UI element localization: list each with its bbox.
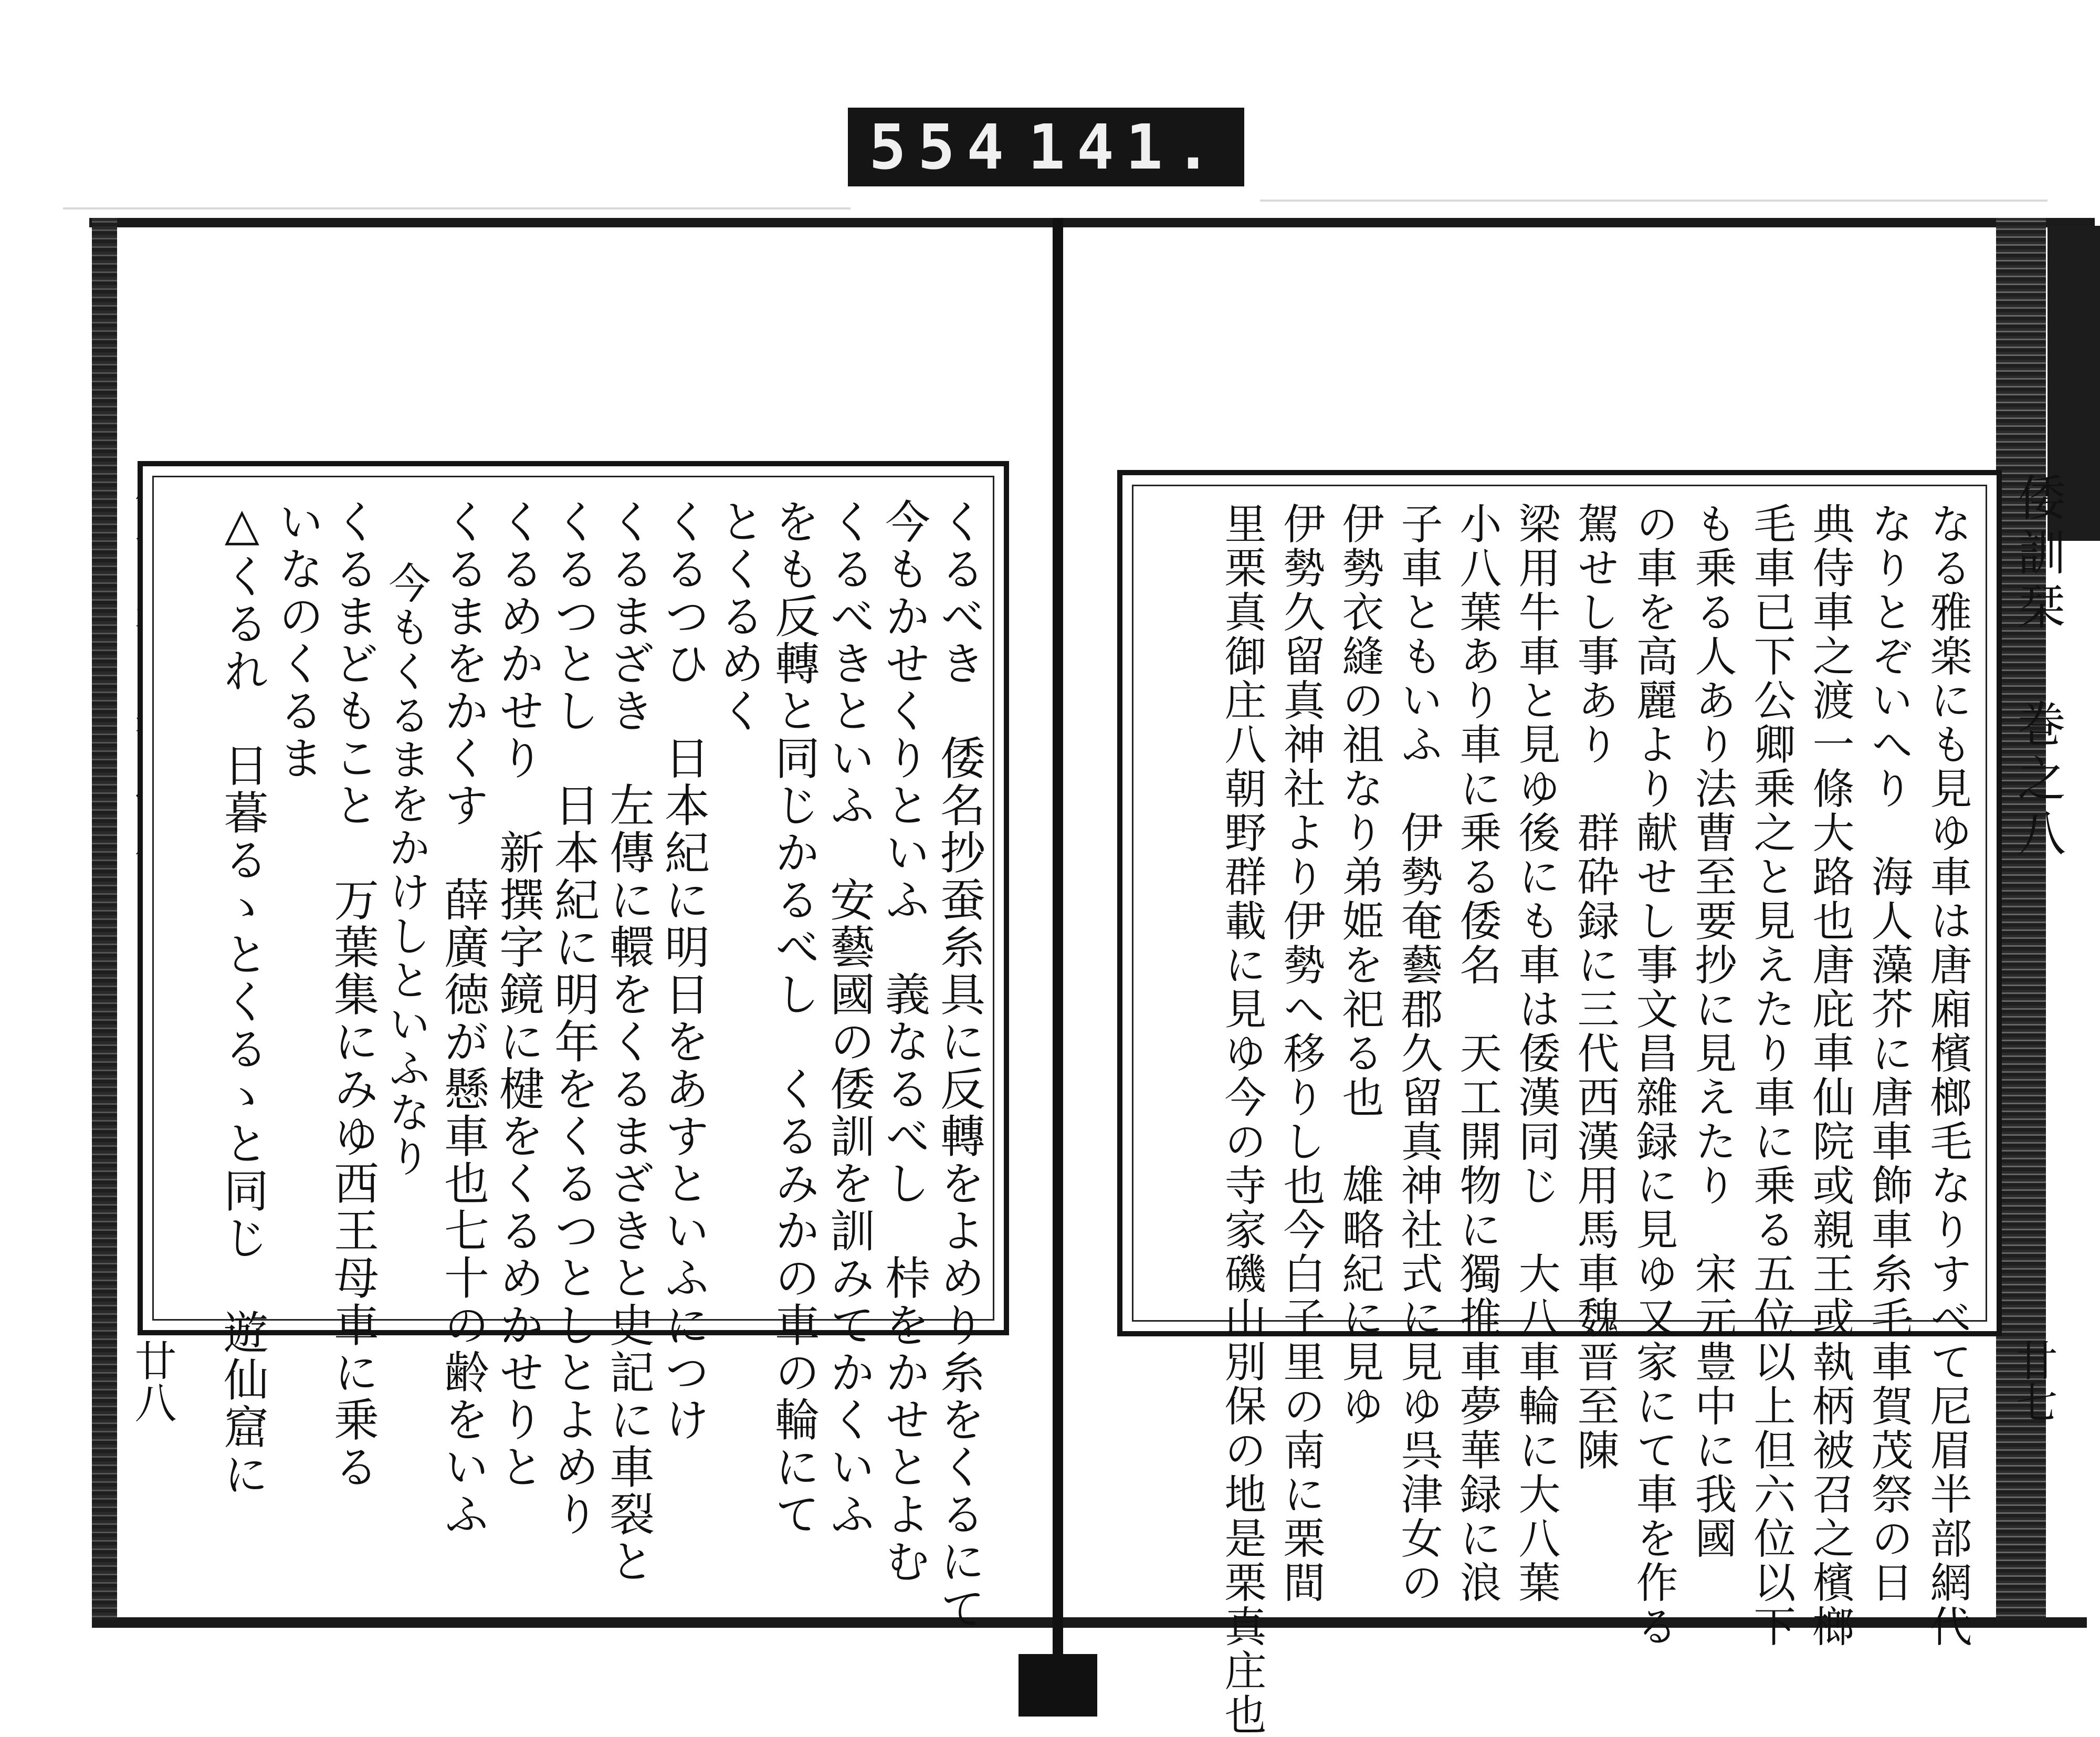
- text-column: 伊勢久留真神社より伊勢へ移りし也今白子里の南に栗間: [1276, 502, 1325, 1605]
- text-column: 今もくるまをかけしといふなり: [382, 561, 430, 1179]
- left-leaf-number: 廿八: [128, 1339, 176, 1423]
- text-column: 毛車已下公卿乗之と見えたり車に乗る五位以上但六位以下: [1747, 502, 1796, 1649]
- text-column: 梁用牛車と見ゆ後にも車は倭漢同じ 大八車輪に大八葉: [1511, 502, 1560, 1605]
- text-column: 小八葉あり車に乗る倭名 天工開物に獨推車夢華録に浪: [1453, 502, 1502, 1605]
- scan-speckle: [63, 207, 850, 210]
- text-column: くるまざき 左傳に轘をくるまざきと史記に車裂と: [602, 498, 654, 1585]
- text-column: △くるれ 日暮るゝとくるゝと同じ 遊仙窟に: [216, 498, 268, 1498]
- text-column: くるべき 倭名抄蚕糸具に反轉をよめり糸をくるにて: [932, 498, 985, 1633]
- text-column: くるめかせり 新撰字鏡に楗をくるめかせりと: [491, 498, 544, 1491]
- call-number-plate: [848, 108, 1244, 186]
- text-column: くるつひ 日本紀に明日をあすといふにつけ: [657, 498, 709, 1443]
- left-page-edge: [92, 218, 117, 1620]
- text-column: なる雅楽にも見ゆ車は唐廂檳榔毛なりすべて尼眉半部網代: [1923, 502, 1972, 1649]
- text-column: 駕せし事あり 群砕録に三代西漢用馬車魏晋至陳: [1570, 502, 1619, 1472]
- text-column: 伊勢衣縫の祖なり弟姫を祀る也 雄略紀に見ゆ: [1335, 502, 1384, 1428]
- book-top-edge: [89, 218, 2095, 227]
- text-column: なりとぞいへり 海人藻芥に唐車飾車糸毛車賀茂祭の日: [1864, 502, 1913, 1605]
- text-column: とくるめく: [712, 498, 764, 735]
- right-page-text-area: [1132, 485, 1987, 1737]
- text-column: くるまをかくす 薛廣徳が懸車也七十の齢をいふ: [436, 498, 489, 1538]
- text-column: の車を高麗より献せし事文昌雜録に見ゆ又家にて車を作る: [1629, 502, 1678, 1649]
- text-column: いなのくるま: [271, 498, 323, 782]
- right-page-text-box: [1117, 470, 2002, 1737]
- scan-speckle: [1260, 200, 2048, 202]
- call-number-left: 554: [869, 111, 1016, 183]
- text-column: をも反轉と同じかるべし くるみかの車の輪にて: [767, 498, 820, 1538]
- text-column: 子車ともいふ 伊勢奄藝郡久留真神社式に見ゆ呉津女の: [1394, 502, 1443, 1605]
- text-column: 里栗真御庄八朝野群載に見ゆ今の寺家磯山別保の地是栗真庄也: [1217, 502, 1266, 1737]
- gutter-shadow: [1018, 1654, 1097, 1717]
- call-number-right: 141.: [1027, 111, 1223, 183]
- text-column: 今もかせくりといふ 義なるべし 桛をかせとよむ: [877, 498, 930, 1585]
- text-column: くるつとし 日本紀に明年をくるつとしとよめり: [547, 498, 599, 1538]
- text-column: くるべきといふ 安藝國の倭訓を訓みてかくいふ: [822, 498, 875, 1538]
- text-column: も乗る人あり法曹至要抄に見えたり 宋元豊中に我國: [1688, 502, 1737, 1561]
- right-leaf-number: 廿七: [2009, 1339, 2057, 1423]
- text-column: くるまどもこと 万葉集にみゆ西王母車に乗る: [326, 498, 379, 1491]
- right-margin-title: 倭訓栞 巻之八: [2010, 473, 2066, 863]
- text-column: 典侍車之渡一條大路也唐庇車仙院或親王或執柄被召之檳榔: [1805, 502, 1854, 1649]
- book-gutter: [1053, 218, 1063, 1688]
